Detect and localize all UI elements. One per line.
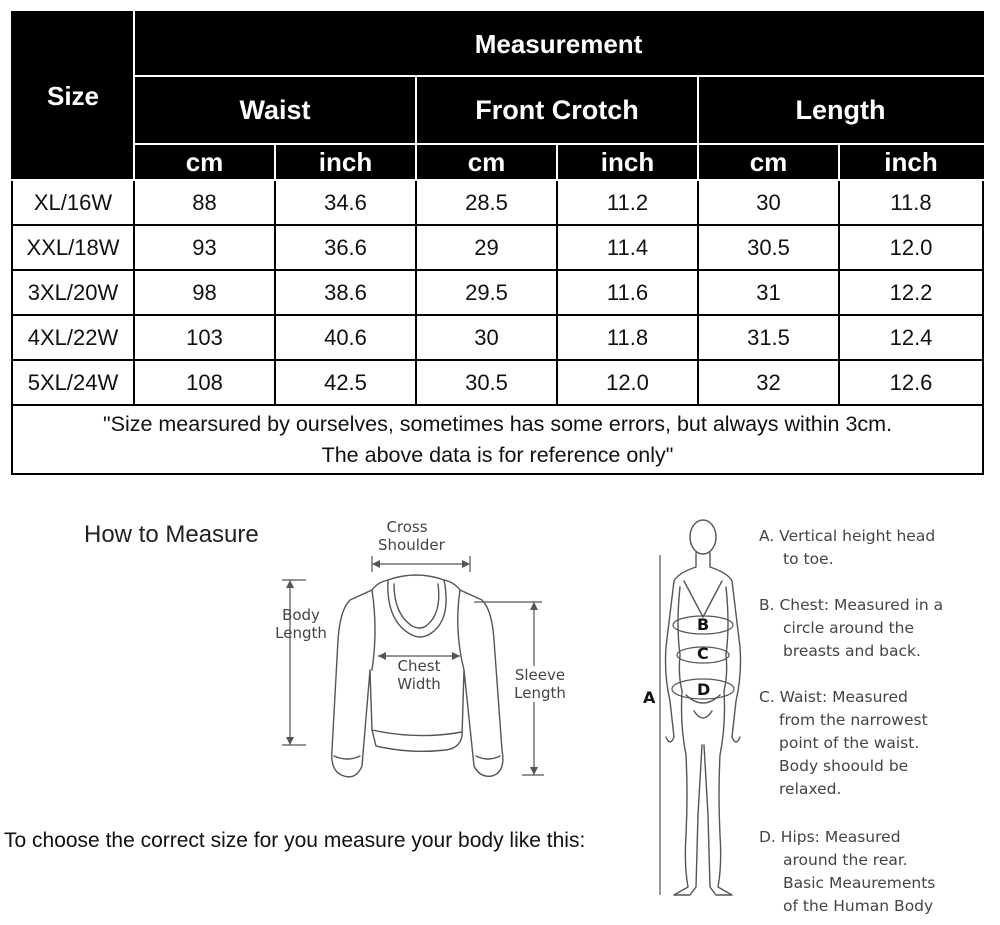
table-cell: 12.4: [839, 315, 983, 360]
figure-label-c: C: [697, 644, 709, 663]
size-column-header: Size: [12, 12, 134, 180]
size-cell: XXL/18W: [12, 225, 134, 270]
table-cell: 30.5: [416, 360, 557, 405]
note-line: "Size mearsured by ourselves, sometimes has some errors, but always within 3cm.: [102, 411, 893, 436]
table-cell: 36.6: [275, 225, 416, 270]
body-figure: [630, 515, 760, 905]
front-crotch-header: Front Crotch: [416, 76, 698, 144]
unit-header: inch: [275, 144, 416, 180]
table-cell: 30.5: [698, 225, 839, 270]
cross-shoulder-label: Cross Shoulder: [378, 518, 445, 554]
table-note: [12, 405, 983, 474]
table-cell: 103: [134, 315, 275, 360]
table-row: [12, 225, 983, 270]
figure-label-a: A: [643, 688, 656, 707]
table-cell: 30: [416, 315, 557, 360]
legend-item-b: B. Chest: Measured in a circle around the breasts and back.: [759, 596, 944, 660]
table-cell: 42.5: [275, 360, 416, 405]
table-cell: 12.6: [839, 360, 983, 405]
garment-diagram: [260, 510, 590, 800]
size-cell: 3XL/20W: [12, 270, 134, 315]
size-cell: XL/16W: [12, 180, 134, 225]
legend-item-d: D. Hips: Measured around the rear. Basic Meaurements of the Human Body: [759, 828, 936, 915]
table-row: [12, 270, 983, 315]
unit-header: inch: [839, 144, 983, 180]
measurement-header: Measurement: [134, 12, 983, 76]
table-cell: 11.8: [557, 315, 698, 360]
table-row: [12, 360, 983, 405]
unit-header: cm: [416, 144, 557, 180]
size-chart-table: [11, 11, 984, 475]
legend-item-c: C. Waist: Measured from the narrowest point of the waist. Body shoould be relaxed.: [759, 688, 928, 798]
table-cell: 11.8: [839, 180, 983, 225]
length-header: Length: [698, 76, 983, 144]
table-cell: 32: [698, 360, 839, 405]
note-line: The above data is for reference only": [321, 442, 674, 467]
figure-label-b: B: [697, 615, 710, 634]
table-cell: 29: [416, 225, 557, 270]
table-cell: 40.6: [275, 315, 416, 360]
size-cell: 4XL/22W: [12, 315, 134, 360]
table-cell: 38.6: [275, 270, 416, 315]
waist-header: Waist: [134, 76, 416, 144]
body-length-label: Body Length: [275, 606, 327, 642]
table-cell: 12.0: [557, 360, 698, 405]
table-cell: 11.2: [557, 180, 698, 225]
sleeve-length-label: Sleeve Length: [508, 666, 572, 702]
table-cell: 11.4: [557, 225, 698, 270]
table-cell: 88: [134, 180, 275, 225]
table-cell: 12.2: [839, 270, 983, 315]
unit-header: cm: [134, 144, 275, 180]
table-cell: 31.5: [698, 315, 839, 360]
table-cell: 11.6: [557, 270, 698, 315]
table-cell: 93: [134, 225, 275, 270]
unit-header: cm: [698, 144, 839, 180]
table-cell: 29.5: [416, 270, 557, 315]
figure-label-d: D: [697, 680, 711, 699]
unit-header: inch: [557, 144, 698, 180]
table-cell: 30: [698, 180, 839, 225]
legend-item-a: A. Vertical height head to toe.: [759, 527, 936, 568]
size-cell: 5XL/24W: [12, 360, 134, 405]
table-cell: 31: [698, 270, 839, 315]
how-to-measure-title: How to Measure: [84, 521, 259, 548]
chest-width-label: Chest Width: [397, 657, 441, 693]
human-body-illustration: [630, 515, 760, 905]
table-cell: 28.5: [416, 180, 557, 225]
instruction-text: To choose the correct size for you measure your body like this:: [4, 829, 586, 852]
table-cell: 98: [134, 270, 275, 315]
table-row: [12, 315, 983, 360]
table-row: [12, 180, 983, 225]
table-cell: 108: [134, 360, 275, 405]
table-cell: 12.0: [839, 225, 983, 270]
table-cell: 34.6: [275, 180, 416, 225]
